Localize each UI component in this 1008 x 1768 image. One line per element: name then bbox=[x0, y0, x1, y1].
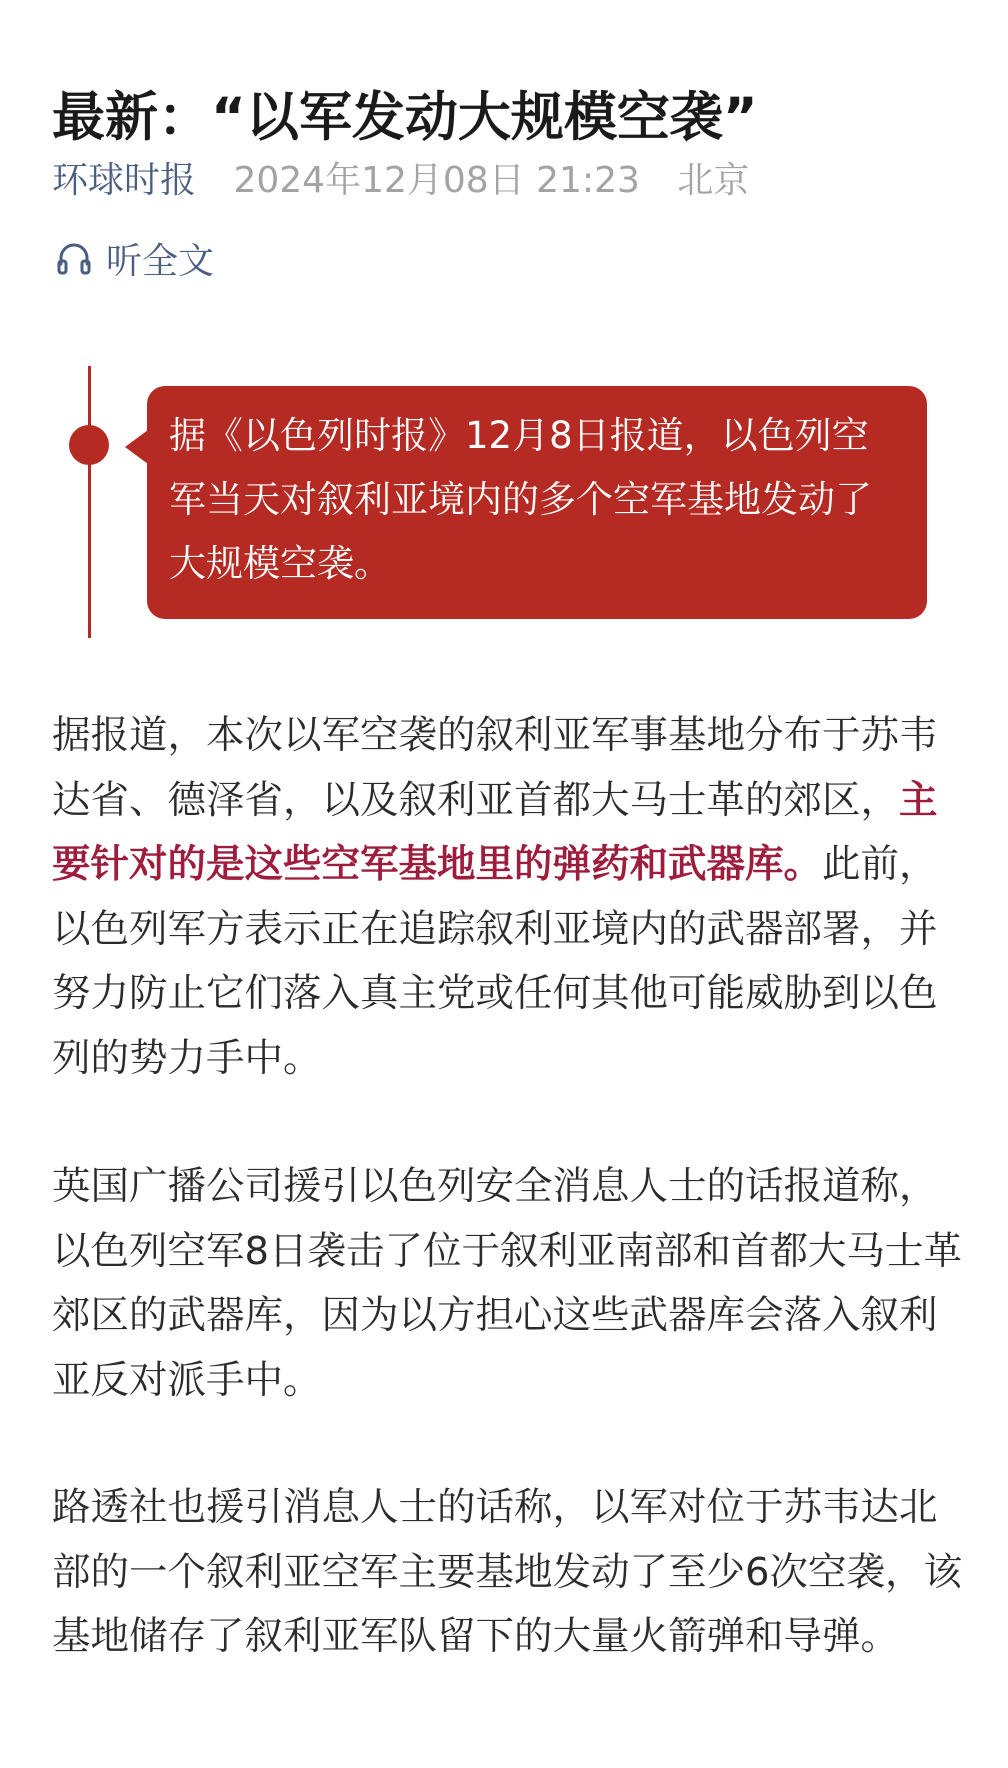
listen-label: 听全文 bbox=[106, 240, 215, 282]
paragraph-1-text-a: 据报道，本次以军空袭的叙利亚军事基地分布于苏韦达省、德泽省，以及叙利亚首都大马士革的郊区， bbox=[52, 713, 938, 823]
summary-callout: 据《以色列时报》12月8日报道，以色列空军当天对叙利亚境内的多个空军基地发动了大规模空袭。 bbox=[147, 386, 927, 619]
paragraph-1-highlight: 主要针对的是这些空军基地里的弹药和武器库。 bbox=[52, 777, 938, 887]
article-source[interactable]: 环球时报 bbox=[52, 160, 197, 201]
timeline-dot bbox=[69, 425, 109, 465]
article-location: 北京 bbox=[677, 160, 750, 201]
article-meta bbox=[52, 156, 749, 206]
listen-full-text-button[interactable] bbox=[54, 232, 214, 284]
timeline-line bbox=[88, 366, 91, 638]
article-title: 最新：“以军发动大规模空袭” bbox=[52, 86, 758, 148]
callout-pointer bbox=[125, 430, 148, 464]
article-paragraph-2: 英国广播公司援引以色列安全消息人士的话报道称，以色列空军8日袭击了位于叙利亚南部和首都大马士革郊区的武器库，因为以方担心这些武器库会落入叙利亚反对派手中。 bbox=[52, 1164, 962, 1403]
paragraph-1-text-b: 此前，以色列军方表示正在追踪叙利亚境内的武器部署，并努力防止它们落入真主党或任何其他可能威胁到以色列的势力手中。 bbox=[52, 842, 938, 1081]
article-paragraph-1 bbox=[52, 704, 964, 1091]
article-date: 2024年12月08日 21:23 bbox=[233, 160, 640, 201]
headphones-icon bbox=[54, 238, 94, 278]
article-paragraph-3: 路透社也援引消息人士的话称，以军对位于苏韦达北部的一个叙利亚空军主要基地发动了至少6次空袭，该基地储存了叙利亚军队留下的大量火箭弹和导弹。 bbox=[52, 1485, 962, 1659]
